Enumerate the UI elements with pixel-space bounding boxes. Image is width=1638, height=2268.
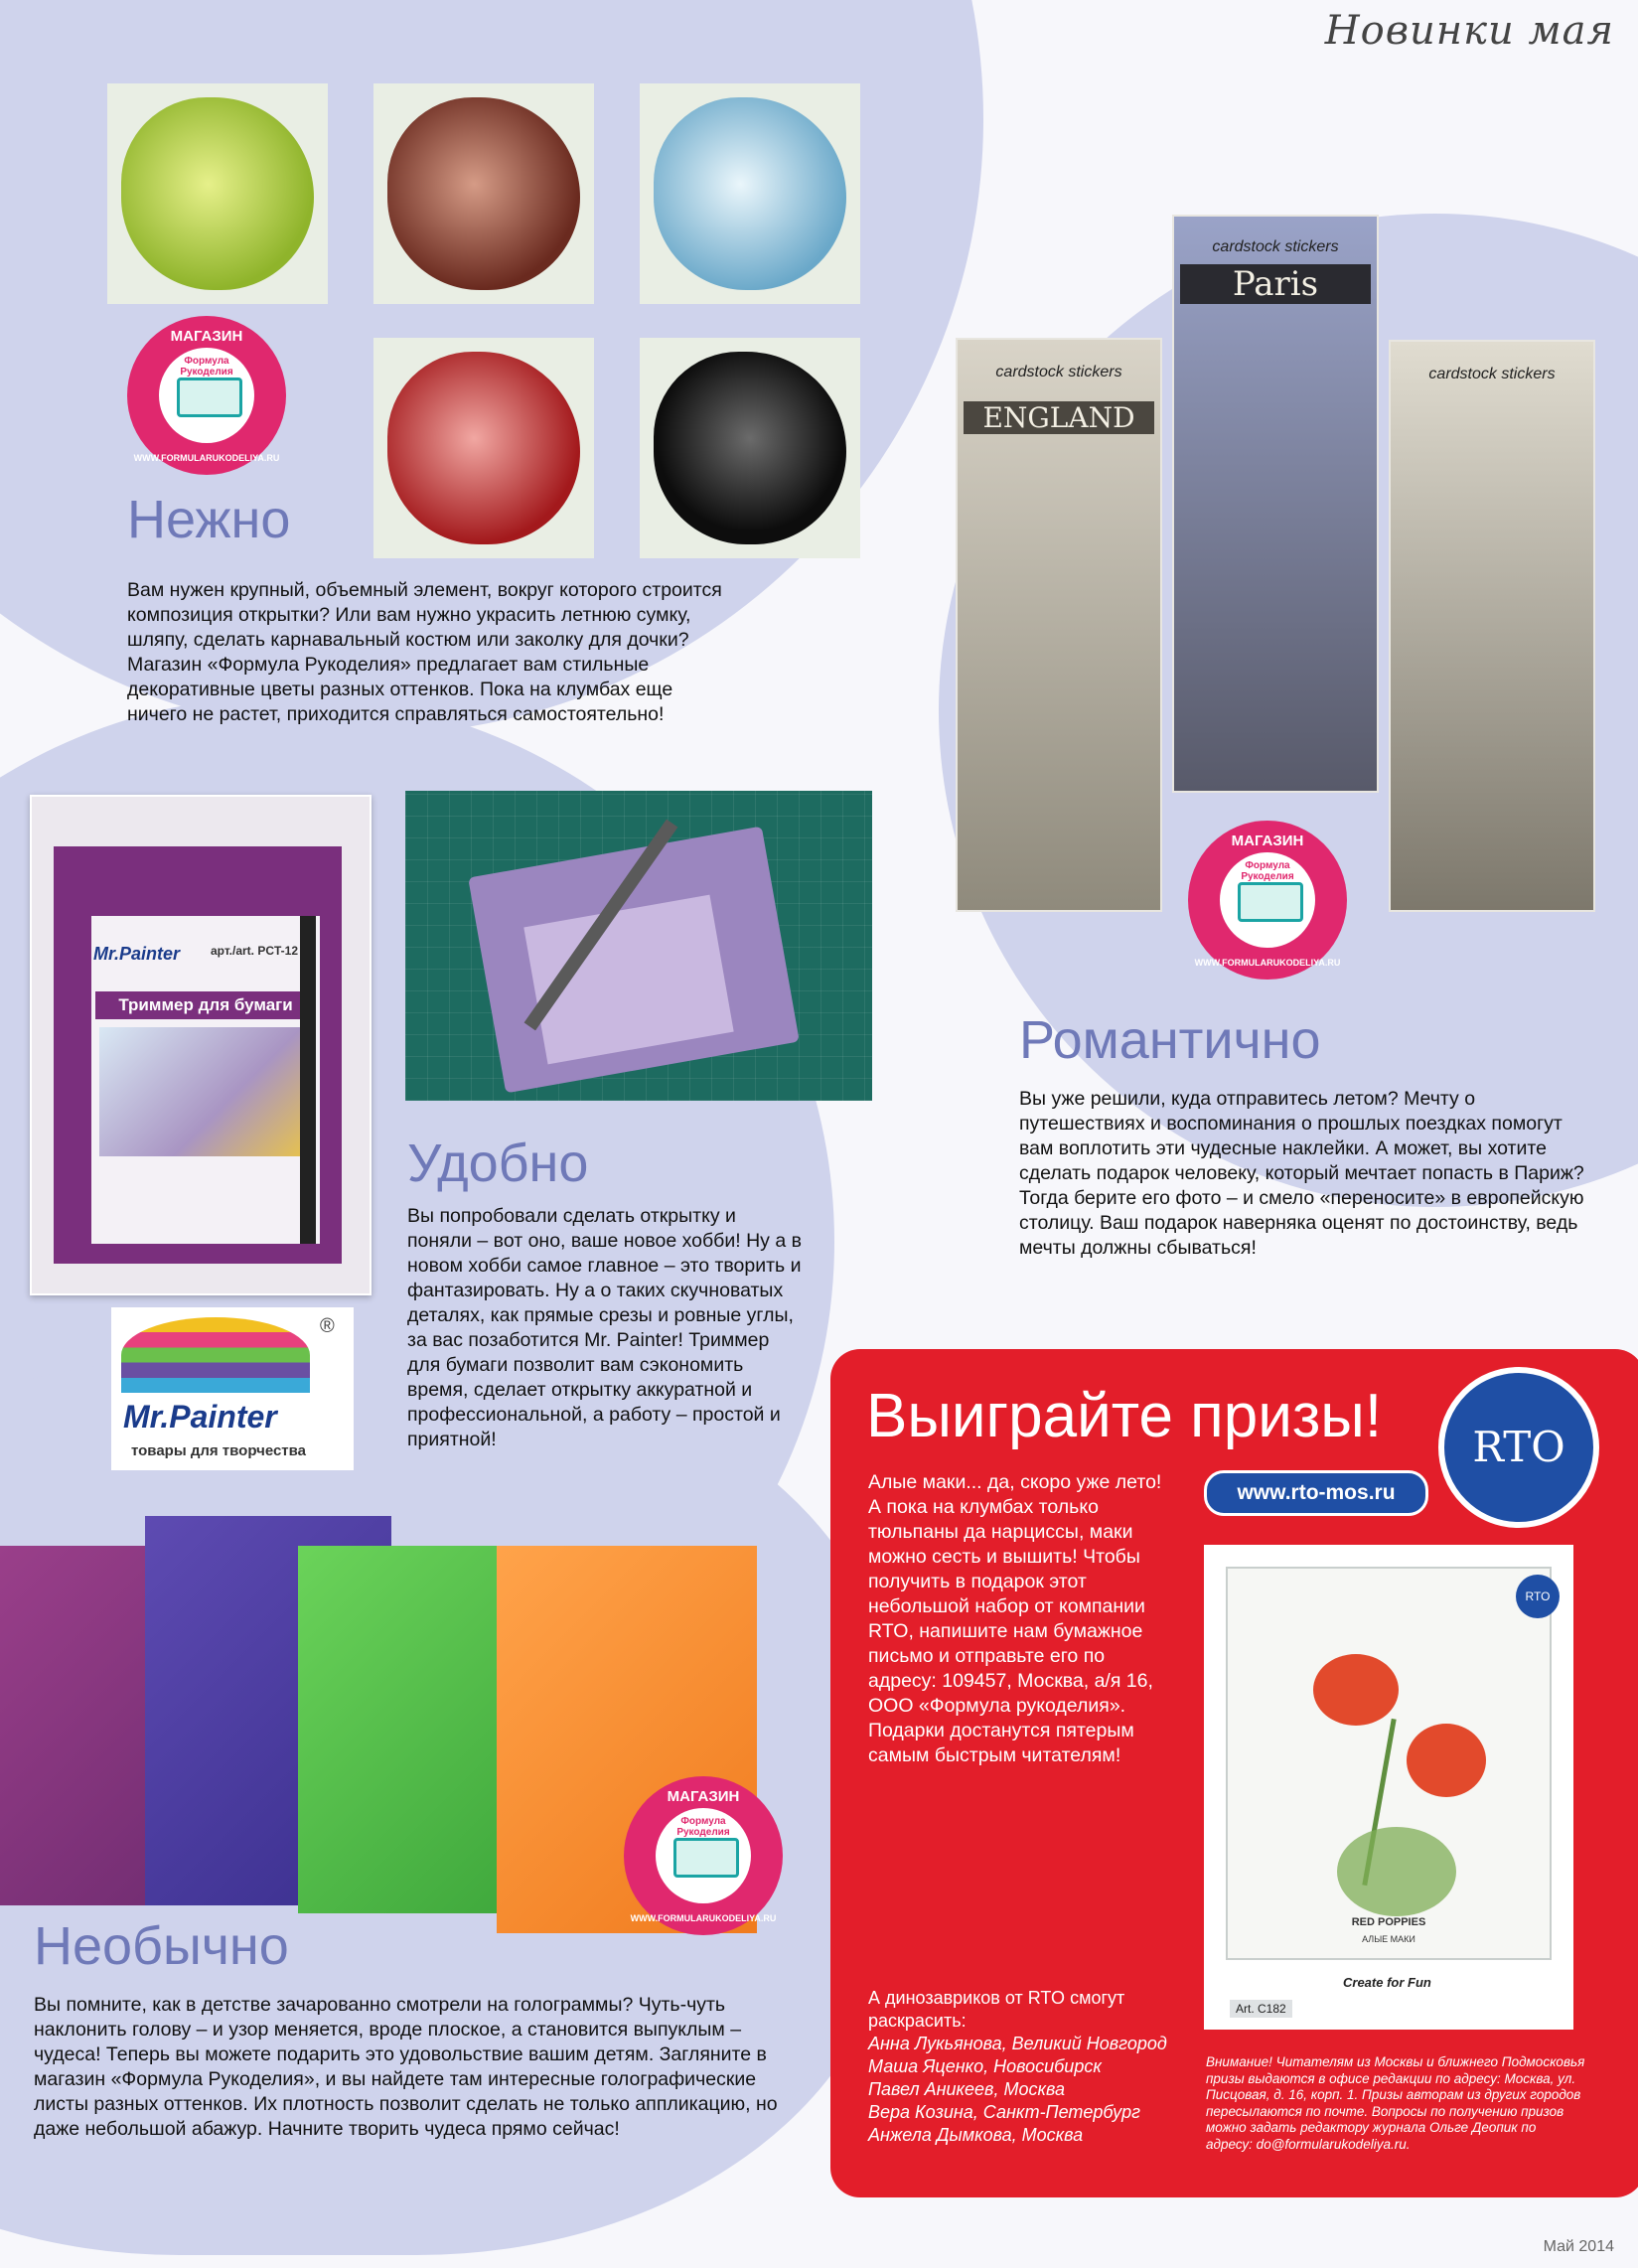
kit-brand: Create for Fun <box>1343 1975 1431 1990</box>
trimmer-photo <box>405 791 872 1101</box>
text-udobno: Вы попробовали сделать открытку и поняли – вот оно, ваше новое хобби! Ну а в новом хобби самое главное – это творить и фантазировать. Ну а о таких скучноватых деталях, как прямые срезы и ровные углы, за вас позаботится Mr. Painter! Триммер для бумаги позволит вам сэкономить время, сделает открытку аккуратной и профессиональной, а работу – простой и приятной! <box>407 1205 802 1450</box>
flower-red <box>373 338 594 558</box>
text-neobychno: Вы помните, как в детстве зачарованно смотрели на голограммы? Чуть-чуть наклонить голову – и узор меняется, вроде плоское, а становится выпуклым – чудеса! Теперь вы можете подарить это удовольствие вашим детям. Загляните в магазин «Формула Рукоделия», и вы найдете там интересные голографические листы разных оттенков. Их плотность позволит сделать не только аппликацию, но даже небольшой абажур. Начните творить чудеса прямо сейчас! <box>34 1994 778 2140</box>
winner-3: Павел Аникеев, Москва <box>868 2079 1065 2099</box>
kit-rto-logo: RTO <box>1516 1575 1560 1618</box>
heading-udobno: Удобно <box>407 1134 589 1193</box>
cart-icon <box>1238 882 1303 922</box>
trimmer-package <box>30 795 372 1295</box>
badge-shop: Формула Рукоделия <box>1241 860 1294 882</box>
badge-url: WWW.FORMULARUKODELIYA.RU <box>1194 958 1341 968</box>
sticker-label-england: cardstock stickers <box>995 364 1122 380</box>
heading-nezhno: Нежно <box>127 490 291 549</box>
flower-brown <box>373 83 594 304</box>
cart-icon <box>177 378 242 417</box>
kit-subtitle: АЛЫЕ МАКИ <box>1362 1934 1415 1944</box>
footer-issue: Май 2014 <box>1543 2238 1614 2255</box>
winner-2: Маша Яценко, Новосибирск <box>868 2056 1102 2076</box>
registered-mark: ® <box>320 1315 335 1337</box>
winner-5: Анжела Дымкова, Москва <box>868 2125 1084 2145</box>
winner-4: Вера Козина, Санкт-Петербург <box>868 2102 1141 2122</box>
cart-icon <box>673 1838 739 1878</box>
package-brand: Mr.Painter <box>93 944 181 964</box>
flower-black <box>640 338 860 558</box>
package-art: арт./art. PCT-12 <box>211 944 299 958</box>
section-header-title: Новинки мая <box>1324 8 1614 54</box>
rto-logo: RTO <box>1438 1367 1599 1528</box>
heading-romantichno: Романтично <box>1019 1010 1321 1070</box>
rto-url-link[interactable]: www.rto-mos.ru <box>1204 1470 1428 1516</box>
shop-badge <box>127 316 286 475</box>
badge-url: WWW.FORMULARUKODELIYA.RU <box>133 453 280 463</box>
rto-title: Выиграйте призы! <box>866 1382 1383 1450</box>
flower-blue <box>640 83 860 304</box>
package-label: Триммер для бумаги <box>95 991 316 1019</box>
mrpainter-logo <box>111 1307 354 1470</box>
heading-neobychno: Необычно <box>34 1916 289 1976</box>
sticker-sheet-rome <box>1389 340 1595 912</box>
sticker-label-rome: cardstock stickers <box>1428 366 1556 382</box>
rto-embroidery-kit <box>1204 1545 1573 2030</box>
winner-1: Анна Лукьянова, Великий Новгород <box>868 2034 1167 2053</box>
rto-note: Внимание! Читателям из Москвы и ближнего Подмосковья призы выдаются в офисе редакции по адресу: Москва, ул. Писцовая, д. 16, корп. 1. Призы авторам из других городов пересылаются по почте. Вопросы по получению призов можно задать редактору журнала Ольге Деопик по адресу: do@formularukodeliya.ru. <box>1206 2054 1585 2152</box>
badge-shop: Формула Рукоделия <box>676 1816 730 1838</box>
sticker-sheet-paris <box>1172 215 1379 793</box>
badge-title: МАГАЗИН <box>1231 832 1304 849</box>
sticker-label-paris: cardstock stickers <box>1212 238 1339 255</box>
sticker-name-england: ENGLAND <box>964 401 1154 434</box>
mrpainter-brand: Mr.Painter <box>123 1399 277 1435</box>
badge-title: МАГАЗИН <box>170 328 243 345</box>
badge-shop: Формула Рукоделия <box>180 356 233 378</box>
mrpainter-tagline: товары для творчества <box>131 1442 307 1459</box>
badge-url: WWW.FORMULARUKODELIYA.RU <box>630 1913 777 1923</box>
kit-title: RED POPPIES <box>1351 1916 1426 1928</box>
kit-art: Art. C182 <box>1230 2000 1292 2018</box>
badge-title: МАГАЗИН <box>667 1788 740 1805</box>
text-romantichno: Вы уже решили, куда отправитесь летом? Мечту о путешествиях и воспоминания о прошлых поездках помогут вам воплотить эти чудесные наклейки. А может, вы хотите сделать подарок человеку, который мечтает попасть в Париж? Тогда берите его фото – и смело «переносите» в европейскую столицу. Ваш подарок наверняка оценят по достоинству, ведь мечты должны сбываться! <box>1019 1088 1584 1259</box>
shop-badge-2 <box>1188 821 1347 980</box>
rto-winners <box>868 1987 1206 2147</box>
winners-intro: А динозавриков от RTO смогут раскрасить: <box>868 1988 1125 2031</box>
poppy-flower-1 <box>1313 1654 1399 1726</box>
poppy-flower-2 <box>1407 1724 1486 1797</box>
sticker-sheet-england <box>956 338 1162 912</box>
text-nezhno: Вам нужен крупный, объемный элемент, вокруг которого строится композиция открытки? Или вам нужно украсить летнюю сумку, шляпу, сделать карнавальный костюм или заколку для дочки? Магазин «Формула Рукоделия» предлагает вам стильные декоративные цветы разных оттенков. Пока на клумбах еще ничего не растет, приходится справляться самостоятельно! <box>127 579 722 725</box>
sticker-name-paris: Paris <box>1180 264 1371 304</box>
package-photo <box>99 1027 308 1156</box>
rto-text: Алые маки... да, скоро уже лето! А пока на клумбах только тюльпаны да нарциссы, маки можно сесть и вышить! Чтобы получить в подарок этот небольшой набор от компании RTO, напишите нам бумажное письмо и отправьте его по адресу: 109457, Москва, а/я 16, ООО «Формула рукоделия». Подарки достанутся пятерым самым быстрым читателям! <box>868 1471 1162 1766</box>
shop-badge-3 <box>624 1776 783 1935</box>
flower-green <box>107 83 328 304</box>
